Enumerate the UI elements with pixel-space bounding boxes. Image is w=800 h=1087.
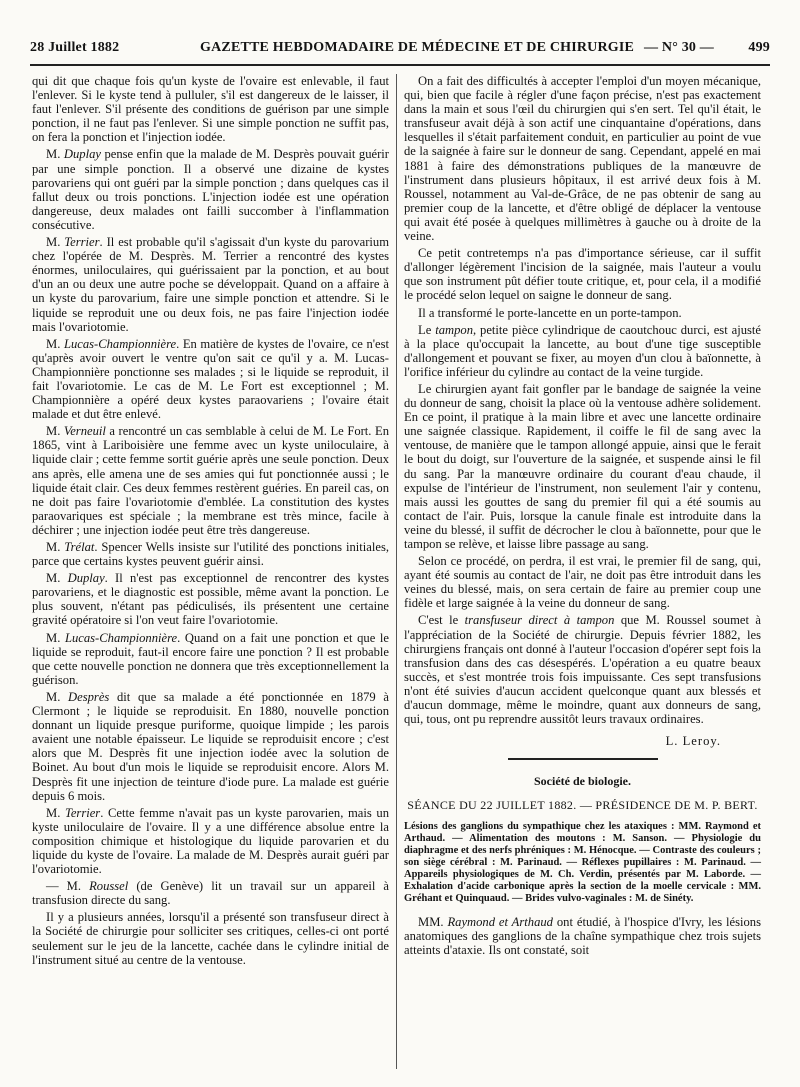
opening-text: ont étudié, à l'hospice d'Ivry, les lésions anatomiques des ganglions de la chaîne sympathique chez trois sujets atteints d'ataxie. Ils ont constaté, soit <box>404 914 761 957</box>
section-title: Société de biologie. <box>534 774 631 789</box>
speaker-name: transfuseur direct à tampon <box>464 613 615 628</box>
paragraph <box>32 806 389 876</box>
speaker-prefix: M. <box>46 540 65 554</box>
paragraph <box>32 540 389 568</box>
paragraph-text: . Spencer Wells insiste sur l'utilité des ponctions initiales, parce que certains kystes peuvent guérir ainsi. <box>32 540 390 569</box>
paragraph-text: a rencontré un cas semblable à celui de M. Le Fort. En 1865, vint à Lariboisière une femme avec un kyste uniloculaire, à liquide clair ; cette femme sortit guérie après une seule ponction. Deux ans après, elle amena une de ses amies qui fut ponctionnée aussi ; le liquide était clair. Ces deux femmes restèrent guéries. En pareil cas, on ne doit pas faire l'ovariotomie d'emblée. La constitution des kystes paraovariques est spéciale ; la membrane est très mince, facile à déchirer ; une injection iodée peut être très dangereuse. <box>32 424 389 537</box>
paragraph-text: Il a transformé le porte-lancette en un porte-tampon. <box>418 305 682 320</box>
right-column <box>404 74 761 960</box>
paragraph <box>32 337 389 422</box>
speaker-name: Duplay <box>67 571 105 586</box>
paragraph-text: Il y a plusieurs années, lorsqu'il a présenté son transfuseur direct à la Société de chirurgie pour solliciter ses critiques, celles-ci ont porté seulement sur le jeu de la lancette, cachée dans le cylindre initial de l'instrument situé au centre de la ventouse. <box>32 910 389 967</box>
paragraph-text: pense enfin que la malade de M. Desprès pouvait guérir par une simple ponction. Il a observé une dizaine de kystes parovariens qui ont guéri par la simple ponction ; dans quelques cas il fallut deux ou trois ponctions. L'injection iodée est une opération dangereuse, deux malades ont failli succomber à l'inflammation consécutive. <box>32 147 390 232</box>
left-column <box>32 74 389 970</box>
speaker-name: Lucas-Championnière <box>63 336 177 351</box>
header-page-number: 499 <box>748 40 770 55</box>
opening-speaker: MM. <box>418 914 448 929</box>
speaker-prefix: C'est le <box>418 613 465 628</box>
speaker-prefix: M. <box>46 147 64 162</box>
paragraph-text: , petite pièce cylindrique de caoutchouc durci, est ajusté à la place qu'occupait la lancette, au bout d'une tige susceptible d'allongement et pouvant se fixer, au moyen d'un clou à baïonnette, à l'orifice inférieur du cylindre au contact de la veine turgide. <box>404 322 761 379</box>
speaker-name: Terrier <box>64 235 100 250</box>
paragraph <box>32 235 389 334</box>
right-column-paragraphs <box>404 74 761 726</box>
speaker-prefix: M. <box>46 235 65 250</box>
paragraph-text: . Quand on a fait une ponction et que le liquide se reproduit, faut-il encore faire une ponction ? Il est probable que cette nouvelle ponction ne donnera que très exceptionnellement la guérison. <box>32 630 389 687</box>
speaker-name: Roussel <box>89 879 129 894</box>
speaker-prefix: Le <box>418 322 436 337</box>
paragraph-text: Le chirurgien ayant fait gonfler par le bandage de saignée la veine du donneur de sang, choisit la place où la ventouse adhère solidement. En ce point, il pratique à la main libre et avec une lancette ordinaire une saignée classique. Rapidement, il coiffe le fil de sang avec la ventouse, de manière que le tampon allongé appuie, ainsi que le ferait le bout du doigt, sur l'ouverture de la saignée, et suspende ainsi le fil du sang. Par la manœuvre ordinaire du courant d'eau chaude, il expulse de l'intérieur de l'instrument, non seulement l'air y contenu, mais aussi les gouttes de sang du premier fil qui a été soumis au contact de l'air. Puis, lorsque la canule finale est introduite dans la veine du blessé, il suffit de décrocher le clou à baïonnette, pour que le tampon se relève, et laisse libre passage au sang. <box>404 381 761 551</box>
speaker-name: Trélat <box>64 540 95 554</box>
speaker-prefix: M. <box>46 571 68 586</box>
paragraph-text: . Il n'est pas exceptionnel de rencontrer des kystes parovariens, et le diagnostic est possible, même avant la ponction. Le plus souvent, n'étant pas pédiculisés, ils présentent une certaine gravité opératoire si l'on veut faire l'ovariotomie. <box>32 571 389 628</box>
paragraph <box>32 879 389 907</box>
session-summary: Lésions des ganglions du sympathique chez les ataxiques : MM. Raymond et Arthaud. — Alimentation des moutons : M. Sanson. — Physiologie du diaphragme et des nerfs phréniques : M. Hénocque. — Contraste des couleurs ; son siège cérébral : M. Parinaud. — Réflexes pupillaires : M. Parinaud. — Appareils physiologiques de M. Ch. Verdin, présentés par M. Laborde. — Exhalation d'acide carbonique après la section de la moelle cervicale : MM. Gréhant et Quinquaud. — Brides vulvo-vaginales : M. de Sinéty. <box>404 820 761 904</box>
paragraph <box>404 74 761 243</box>
paragraph-text: Ce petit contretemps n'a pas d'importance sérieuse, car il suffit d'allonger légèrement l'incision de la saignée, mais l'auteur a voulu que son instrument pût défier toute critique, et, pour cela, il a modifié le procédé selon lequel on saigne le donneur de sang. <box>404 246 761 303</box>
header-title: GAZETTE HEBDOMADAIRE DE MÉDECINE ET DE CHIRURGIE <box>200 40 635 55</box>
opening-name: Raymond et Arthaud <box>447 914 553 929</box>
section-opening-paragraph <box>404 915 761 957</box>
header-rule <box>30 64 770 66</box>
paragraph-text: que M. Roussel soumet à l'appréciation de la Société de chirurgie. Depuis février 1882, les chirurgiens français ont donné à l'auteur l'occasion d'opérer sept fois la transfusion dans des cas désespérés. L'opération a eu quatre beaux succès, et s'est montrée trois fois impuissante. Ces sept transfusions n'ont été suivies d'aucun accident quelconque quant aux blessés et d'aucun dommage, même le moindre, quant aux donneurs de sang, qui, tous, ont pu reprendre aussitôt leurs travaux ordinaires. <box>404 613 762 727</box>
speaker-prefix: — M. <box>46 879 90 894</box>
paragraph-text: . Cette femme n'avait pas un kyste parovarien, mais un kyste uniloculaire de l'ovaire. Il y a une différence absolue entre la composition chimique et histologique du liquide parovarien et du liquide du kyste de l'ovaire. La malade de M. Desprès aurait guéri par l'ovariotomie. <box>32 805 389 877</box>
paragraph-text: qui dit que chaque fois qu'un kyste de l'ovaire est enlevable, il faut l'enlever. Si le kyste tend à pulluler, s'il est dangereux de le laisser, il faut l'enlever. S'il présente des conditions de guérison par une simple ponction, il ne faut pas l'enlever. Si une simple ponction ne suffit pas, on fera la ponction et l'injection iodée. <box>32 74 389 145</box>
session-line: SÉANCE DU 22 JUILLET 1882. — PRÉSIDENCE DE M. P. BERT. <box>407 798 758 813</box>
paragraph <box>32 74 389 144</box>
speaker-name: Verneuil <box>63 424 106 439</box>
speaker-prefix: M. <box>46 336 64 351</box>
paragraph-text: . Il est probable qu'il s'agissait d'un kyste du parovarium chez l'opérée de M. Desprès. M. Terrier a rencontré des kystes énormes, uniloculaires, qui guérissaient par la ponction, et au bout d'un an ou deux une autre poche se développait. Quand on a affaire à un kyste du parovarium, faire une simple ponction et attendre. Si le liquide se reproduit une ou deux fois, ne pas faire l'injection iodée mais l'ovariotomie. <box>32 235 389 334</box>
speaker-name: Desprès <box>68 689 110 704</box>
paragraph <box>404 613 761 726</box>
paragraph-text: On a fait des difficultés à accepter l'emploi d'un moyen mécanique, qui, bien que facile à régler d'une façon précise, n'est pas exactement dans la main et sous l'œil du chirurgien qui s'en sert. Tel qu'il était, le transfuseur avait déjà à son actif une cinquantaine d'opérations, dans lesquelles il s'était parfaitement conduit, en particulier au point de vue de la saignée à faire sur le donneur de sang. Cependant, appelé en mai 1881 à faire des démonstrations publiques de la manœuvre de l'instrument dans plusieurs hôpitaux, il est arrivé deux fois à M. Roussel, notamment au Val-de-Grâce, de ne pas obtenir de sang au premier coup de la lancette, et d'être obligé de déplacer la ventouse qui avait été posée à quelques millimètres à gauche ou à droite de la veine. <box>404 74 761 244</box>
header-issue: — N° 30 — <box>644 40 715 55</box>
paragraph <box>32 631 389 687</box>
speaker-name: Terrier <box>64 805 101 820</box>
paragraph <box>404 382 761 551</box>
paragraph <box>32 147 389 232</box>
speaker-prefix: M. <box>46 689 69 704</box>
paragraph <box>32 571 389 627</box>
paragraph <box>404 246 761 302</box>
speaker-name: tampon <box>435 322 473 337</box>
header-date: 28 Juillet 1882 <box>30 40 120 55</box>
section-separator <box>508 758 658 760</box>
speaker-prefix: M. <box>46 805 65 820</box>
speaker-prefix: M. <box>46 630 65 645</box>
speaker-prefix: M. <box>46 424 64 439</box>
signature: L. Leroy. <box>665 734 721 749</box>
speaker-name: Lucas-Championnière <box>64 630 178 645</box>
paragraph <box>32 690 389 803</box>
paragraph <box>32 910 389 966</box>
paragraph-text: dit que sa malade a été ponctionnée en 1879 à Clermont ; le liquide se reproduisit. En 1880, nouvelle ponction donnant un liquide presque puriforme, quoique limpide ; les parois avaient une notable épaisseur. Le liquide se reproduisit encore ; c'est alors que M. Desprès fit une injection iodée avec la solution de Boinet. Au bout d'un mois le liquide se reproduisit encore. Alors M. Desprès fit une injection de teinture d'iode pure. La malade est guérie depuis 6 mois. <box>32 689 390 803</box>
paragraph <box>404 554 761 610</box>
running-header <box>30 40 770 60</box>
paragraph-text: . En matière de kystes de l'ovaire, ce n'est qu'après avoir ouvert le ventre qu'on sait ce qu'il y a. M. Lucas-Championnière ponctionne ses malades ; si le liquide se reproduit, il fait l'ovariotomie. Le cas de M. Le Fort est exceptionnel ; M. Championnière a opéré deux kystes paraovariens ; l'ovaire était malade et dut être enlevé. <box>32 336 389 422</box>
paragraph-text: (de Genève) lit un travail sur un appareil à transfusion directe du sang. <box>32 879 389 908</box>
speaker-name: Duplay <box>63 147 101 162</box>
column-divider <box>396 74 397 1069</box>
paragraph <box>404 306 761 320</box>
paragraph <box>32 424 389 537</box>
paragraph-text: Selon ce procédé, on perdra, il est vrai, le premier fil de sang, qui, ayant été soumis au contact de l'air, ne doit pas être introduit dans les veines du blessé, mais, on sera certain de faire au premier coup une fidèle et large saignée à la veine du donneur de sang. <box>404 554 761 611</box>
paragraph <box>404 323 761 379</box>
